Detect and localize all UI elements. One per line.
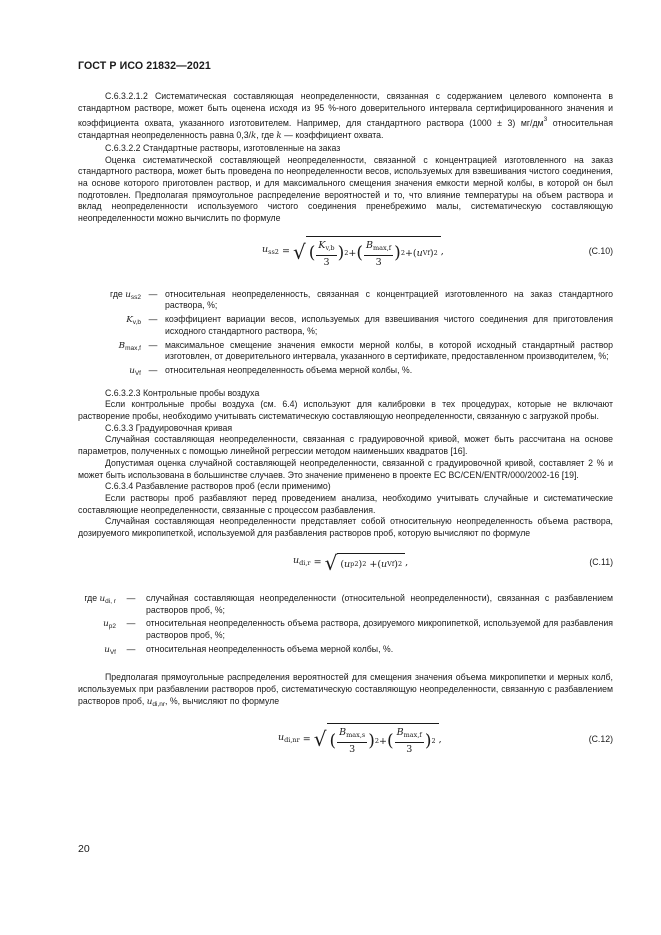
formula-lhs: $u_{di,nr}$ [278,732,300,745]
paragraph-dilution: Если растворы проб разбавляют перед проведением анализа, необходимо учитывать случайные и систематические составляющие неопределенности, связанные с процессом разбавления. [78,492,613,515]
legend-row: $u_{p2}$ — относительная неопределенность объема раствора, дозируемого микропипеткой, используемой для разбавления растворов проб, %; [103,618,613,640]
formula-c12: $u_{di,nr}$ = √ ( $\frac{B_{max,s}}{3}$ ) 2 + ( $\frac{B_{max,f}}{3}$ ) 2 , (С.12) [78,714,613,764]
legend-row: $K_{v,b}$ — коэффициент вариации весов, используемых для взвешивания чистого соединения для приготовления исходного стандартного раствора, %; [126,314,613,336]
formula-lhs: $u_{ss2}$ [262,244,279,257]
page-number: 20 [78,843,90,855]
legend-c11 [78,593,613,659]
legend-row: $B_{max,f}$ — максимальное смещение значения емкости мерной колбы, в которой исходный стандартный раствор изготовлен, от доверительного интервала, указанного в сертификате, предоставленном производителем, %; [118,339,613,362]
formula-number-c12: (С.12) [588,733,613,744]
formula-lhs: $u_{di,r}$ [293,555,311,568]
paragraph-c632-1-2: С.6.3.2.1.2 Систематическая составляющая неопределенности, связанная с содержанием целевого компонента в стандартном растворе, может быть оценена исходя из 95 %-ного доверительного интервала сертифицированного значения и коэффициента охвата, указанного изготовителем. Например, для стандартного раствора (1000 ± 3) $мг/дм^3$ относительная стандартная неопределенность равна 0,3/k, где k — коэффициент охвата. [78,91,613,142]
paragraph-calibration-curve: Случайная составляющая неопределенности, связанная с градуировочной кривой, может быть рассчитана на основе параметров, полученных с помощью линейной регрессии методом наименьших квадратов [16]. [78,434,613,457]
legend-row: $u_{Vf}$ — относительная неопределенность объема мерной колбы, %. [129,364,413,377]
section-heading-c632-3: С.6.3.2.3 Контрольные пробы воздуха [105,387,260,398]
page-body [78,91,613,764]
formula-c11: $u_{di,r}$ = √ ( u p2 ) 2 + ( u Vf ) 2 , (С.11) [78,545,613,581]
paragraph-custom-standards: Оценка систематической составляющей неопределенности, связанной с концентрацией изготовленного на заказ стандартного раствора, может быть проведена по неопределенности весов, используемых для взвешивания чистого соединения, на основе которого приготовлен раствор, и для максимального смещения значения емкости мерной колбы, в которой он был подготовлен. Предполагая прямоугольное распределение вероятностей и то, что влияние температуры на объем раствора и вклад неопределенности используемого чистого соединения пренебрежимо малы, систематическую составляющую неопределенности можно вычислить по формуле [78,154,613,224]
legend-c10 [78,289,613,380]
formula-number-c10: (С.10) [588,245,613,256]
formula-number-c11: (С.11) [589,556,613,567]
formula-c10: $u_{ss2}$ = √ ( $\frac{K_{v,b}}{3}$ ) 2 + ( $\frac{B_{max,f}}{3}$ ) 2 + ( u Vf ) 2 , (С.10) [78,229,613,275]
paragraph-systematic-dilution: Предполагая прямоугольные распределения вероятностей для смещения значения объема микропипетки и мерных колб, используемых при разбавлении растворов проб, систематическую составляющую неопределенности, связанную с разбавлением растворов проб, $u_{di,nr}$, %, вычисляют по формуле [78,672,613,708]
legend-row: $u_{Vf}$ — относительная неопределенность объема мерной колбы, %. [104,643,394,656]
square-root: √ ( u p2 ) 2 + ( u Vf ) 2 [325,553,406,573]
paragraph-acceptable-estimate: Допустимая оценка случайной составляющей неопределенности, связанной с градуировочной кривой, составляет 2 % и может быть использована в большинстве случаев. Это значение применено в проекте ЕС BC/CEN/ENTR/000/2002-16 [19]. [78,457,613,480]
section-heading-c634: С.6.3.4 Разбавление растворов проб (если применимо) [105,481,331,492]
section-heading-c632-2: С.6.3.2.2 Стандартные растворы, изготовленные на заказ [105,142,341,153]
paragraph-random-component: Случайная составляющая неопределенности представляет собой относительную неопределенность объема раствора, дозируемого микропипеткой, используемой для разбавления растворов проб, которую вычисляют по формуле [78,516,613,539]
section-heading-c633: С.6.3.3 Градуировочная кривая [105,422,233,433]
paragraph-air-control-samples: Если контрольные пробы воздуха (см. 6.4) используют для калибровки в тех процедурах, которые не включают растворение пробы, необходимо учитывать систематическую составляющую неопределенности, связанную с загрузкой пробы. [78,399,613,422]
square-root: √ ( $\frac{B_{max,s}}{3}$ ) 2 + ( $\frac{B_{max,f}}{3}$ ) 2 [314,723,439,755]
square-root: √ ( $\frac{K_{v,b}}{3}$ ) 2 + ( $\frac{B_{max,f}}{3}$ ) 2 + ( u Vf ) 2 [293,236,441,268]
legend-row: где $u_{di, r}$ — случайная составляющая неопределенности (относительной неопределенности), связанная с разбавлением растворов проб, %; [84,592,613,615]
legend-row: где $u_{ss2}$ — относительная неопределенность, связанная с концентрацией изготовленного на заказ стандартного раствора, %; [110,288,613,311]
document-header: ГОСТ Р ИСО 21832—2021 [78,60,211,72]
